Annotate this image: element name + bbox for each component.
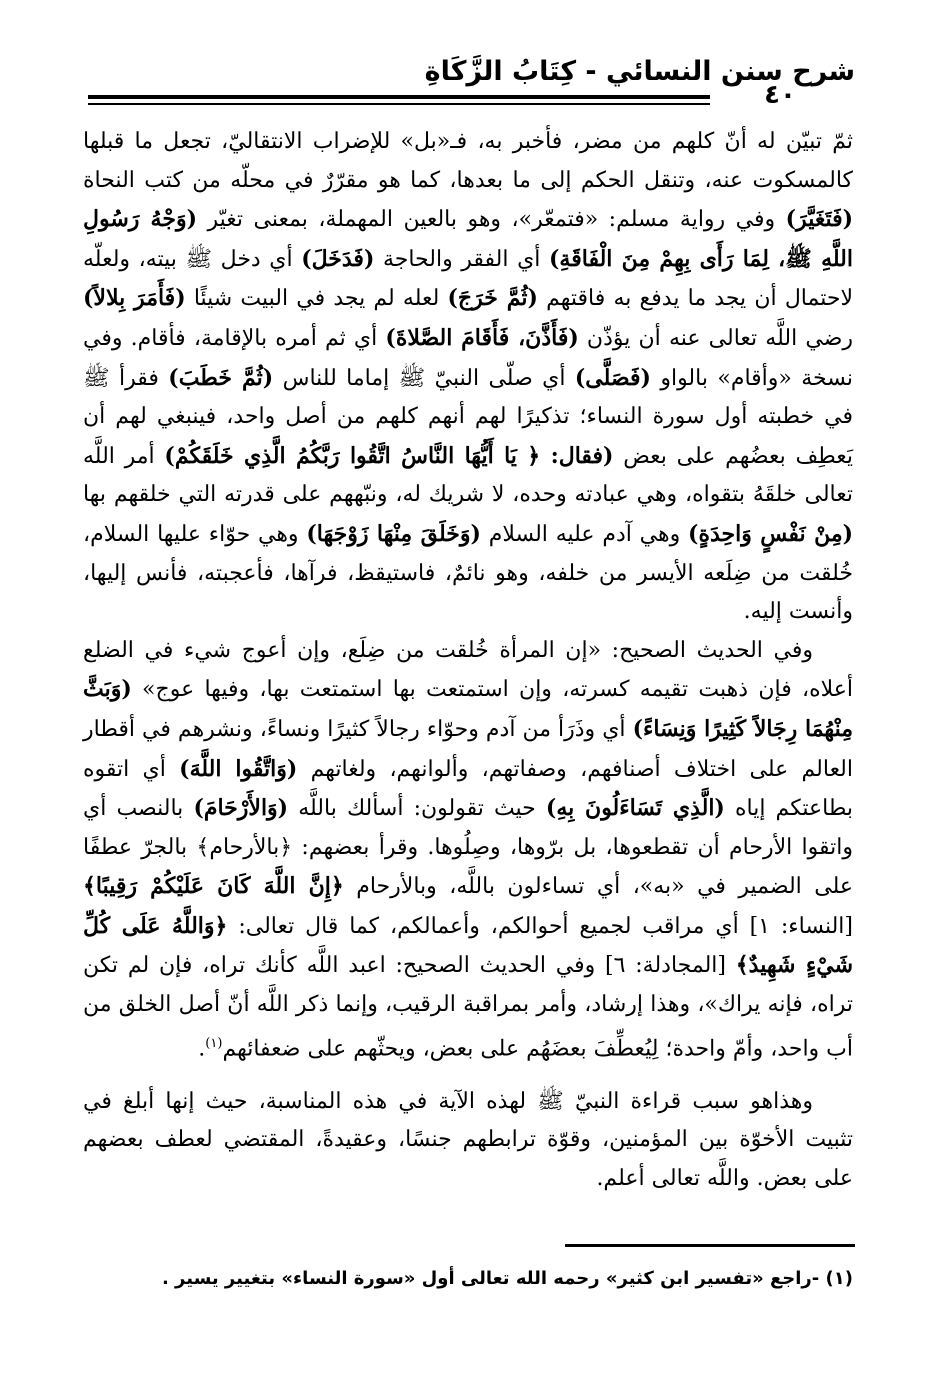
paragraph-2 [83, 632, 853, 1069]
quoted-phrase: (وَجْهُ رَسُولِ اللَّهِ ﷺ، لِمَا رَأَى بِهِمْ مِنَ الْفَاقَةِ) [83, 206, 853, 272]
text-run: فقرأ ﷺ في خطبته أول سورة النساء؛ تذكيرًا لهم أنهم كلهم من أصل واحد، فينبغي لهم أن يَعطِف بعضُهم على بعض [83, 365, 853, 469]
text-run: بالنصب أي واتقوا الأرحام أن تقطعوها، بل برّوها، وصِلُوها. وقرأ بعضهم: ﴿بالأرحام﴾ بالجرّ عطفًا على الضمير في «به»، أي تساءلون باللَّه، وبالأرحام [83, 796, 854, 900]
paragraph-1 [83, 123, 853, 632]
text-run: . [198, 1035, 206, 1061]
quoted-phrase: (فَدَخَلَ) [301, 245, 375, 272]
quoted-phrase: (فَتَغَيَّرَ) [785, 206, 854, 233]
text-run: أمر اللَّه تعالى خلقَهُ بتقواه، وهي عبادته وحده، لا شريك له، ونبّههم على قدرته التي خلقهم بها [83, 443, 853, 508]
quoted-phrase: (وَاتَّقُوا اللَّهَ) [179, 755, 298, 782]
quoted-phrase: (ثُمَّ خَطَبَ) [168, 364, 274, 391]
text-run: أي الفقر والحاجة [374, 246, 550, 272]
text-run: أي صلّى النبيّ ﷺ إماما للناس [273, 365, 575, 391]
text-run: أي دخل ﷺ بيته، ولعلّه لاحتمال أن يجد ما يدفع به فاقتهم [83, 246, 854, 312]
footnote-marker[interactable]: (١) [205, 1035, 223, 1051]
quoted-phrase: (وَخَلَقَ مِنْهَا زَوْجَهَا) [306, 520, 481, 547]
text-run: رضي اللَّه تعالى عنه أن يؤذّن [578, 325, 853, 351]
text-run: لعله لم يجد في البيت شيئًا [185, 286, 448, 312]
text-run: وفي الحديث الصحيح: «إن المرأة خُلقت من ضِلَع، وإن أعوج شيء في الضلع أعلاه، فإن ذهبت تقيمه كسرته، وإن استمتعت بها استمتعت بها، وفيها عوج» [83, 637, 853, 703]
text-run: أي اتقوه بطاعتكم إياه [83, 756, 853, 822]
text-run: [النساء: ١] أي مراقب لجميع أحوالكم، وأعمالكم، كما قال تعالى: [227, 913, 854, 939]
quran-verse: ﴿إِنَّ اللَّهَ كَانَ عَلَيْكُمْ رَقِيبًا﴾ [83, 873, 344, 900]
main-text [83, 123, 853, 1198]
text-run: أي وذَرَأ من آدم وحوّاء رجالاً كثيرًا ونساءً، ونشرهم في أقطار العالم على اختلاف أصنافهم، وصفاتهم، وألوانهم، ولغاتهم [83, 716, 853, 782]
text-run: [المجادلة: ٦] وفي الحديث الصحيح: اعبد اللَّه كأنك تراه، فإن لم تكن تراه، فإنه يراك»، وهذا إرشاد، وأمر بمراقبة الرقيب، وإنما ذكر اللَّه أنّ أصل الخلق من أب واحد، وأمّ واحدة؛ لِيُعطِّفَ بعضَهُم على بعض، ويحثّهم على ضعفائهم [83, 953, 853, 1061]
header-rule-thick [88, 95, 710, 99]
quoted-phrase: (الَّذِي تَسَاءَلُونَ بِهِ) [545, 795, 725, 822]
text-run: حيث تقولون: أسألك باللَّه [288, 796, 546, 822]
quoted-phrase: (وَالأَرْحَامَ) [193, 795, 289, 822]
running-title: شرح سنن النسائي - كِتَابُ الزَّكَاةِ [424, 56, 855, 87]
quoted-phrase: (فَأَذَّنَ، فَأَقَامَ الصَّلاةَ) [385, 324, 579, 351]
quoted-phrase: (فَصَلَّى) [574, 364, 651, 391]
quoted-phrase: (وَبَثَّ مِنْهُمَا رِجَالاً كَثِيرًا وَنِسَاءً) [83, 676, 853, 742]
text-run: وهي حوّاء عليها السلام، خُلقت من ضِلَعه الأيسر من خلفه، وهو نائمٌ، فاستيقظ، فرآها، فأعجبته، فأنس إليها، وأنست إليه. [83, 521, 853, 625]
paragraph-3: وهذاهو سبب قراءة النبيّ ﷺ لهذه الآية في هذه المناسبة، حيث إنها أبلغ في تثبيت الأخوّة بين المؤمنين، وقوّة ترابطهم جنسًا، وعقيدةً، المقتضي لعطف بعضهم على بعض. واللَّه تعالى أعلم. [83, 1088, 853, 1191]
text-run: وهي آدم عليه السلام [480, 521, 689, 547]
quoted-phrase: (مِنْ نَفْسٍ وَاحِدَةٍ) [688, 520, 854, 547]
page-number: ٤٠ [764, 80, 796, 110]
quoted-phrase: (فَأَمَرَ بِلالاً) [83, 285, 186, 312]
footnote: (١) -راجع «تفسير ابن كثير» رحمه الله تعالى أول «سورة النساء» بتغيير يسير . [161, 1268, 853, 1289]
text-run: أي ثم أمره بالإقامة، فأقام. وفي نسخة «وأقام» بالواو [83, 325, 854, 391]
quoted-phrase: (ثُمَّ خَرَجَ) [447, 285, 538, 312]
quran-verse: (فقال: ﴿ يَا أَيُّهَا النَّاسُ اتَّقُوا رَبَّكُمُ الَّذِي خَلَقَكُمْ) [164, 442, 614, 469]
header-rule-thin [88, 103, 710, 105]
text-run: ثمّ تبيّن له أنّ كلهم من مضر، فأخبر به، فـ«بل» للإضراب الانتقاليّ، تجعل ما قبلها كالمسكوت عنه، وتنقل الحكم إلى ما بعدها، كما هو مقرّرٌ في محلّه من كتب النحاة [83, 129, 853, 193]
footnote-rule [565, 1244, 855, 1247]
quran-verse: ﴿وَاللَّهُ عَلَى كُلِّ شَيْءٍ شَهِيدٌ﴾ [83, 912, 853, 979]
text-run: وفي رواية مسلم: «فتمعّر»، وهو بالعين المهملة، بمعنى تغيّر [197, 207, 786, 233]
